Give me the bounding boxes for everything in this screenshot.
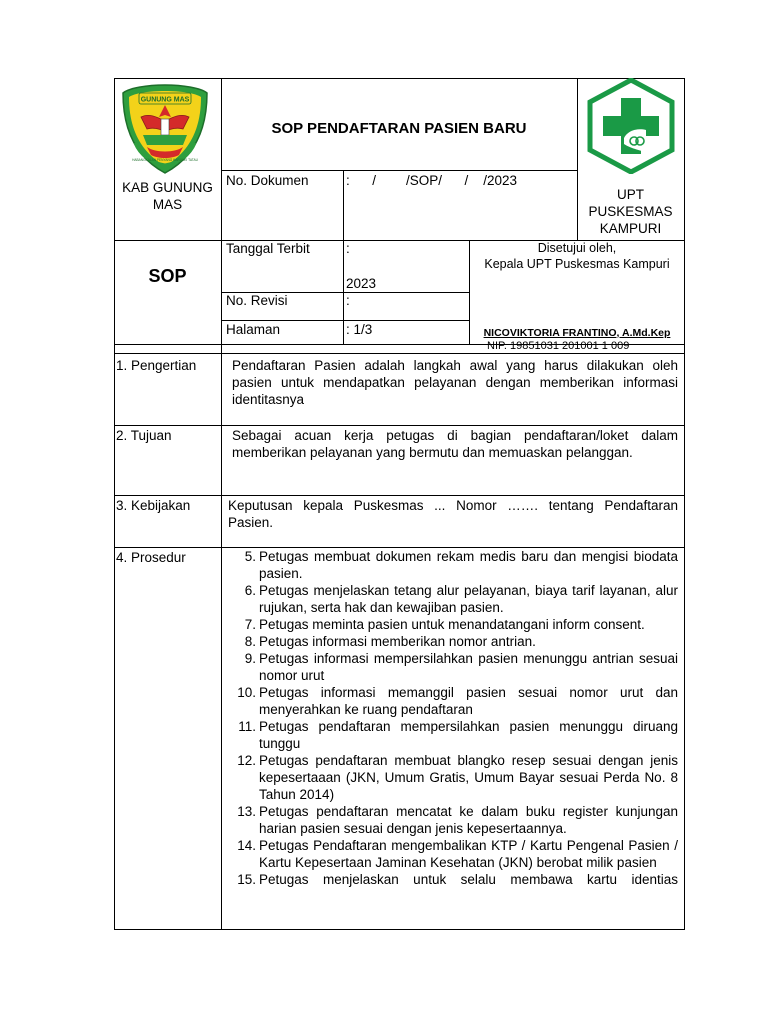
approver-nip: NIP. 19851031 201001 1 009: [487, 340, 630, 352]
page-label: Halaman: [226, 322, 281, 337]
procedure-step: [226, 718, 678, 752]
procedure-step-number: 13.: [237, 804, 256, 819]
procedure-step-text: Petugas Pendaftaran mengembalikan KTP / Kartu Pengenal Pasien / Kartu Kepesertaan Jaminan Kesehatan (JKN) berobat milik pasien: [259, 838, 678, 870]
procedure-step-number: 8.: [244, 634, 256, 649]
procedure-step-number: 6.: [244, 583, 256, 598]
section-label-prosedur: 4. Prosedur: [116, 550, 186, 565]
svg-text:HABANGKALAN PENYANG KARUHEI TA: HABANGKALAN PENYANG KARUHEI TATAU: [132, 158, 198, 162]
procedure-step-number: 14.: [237, 838, 256, 853]
procedure-step-text: Petugas membuat dokumen rekam medis baru dan mengisi biodata pasien.: [259, 549, 678, 581]
region-name: KAB GUNUNG MAS: [122, 180, 213, 212]
section-text-kebijakan: Keputusan kepala Puskesmas ... Nomor ……. tentang Pendaftaran Pasien.: [228, 498, 678, 530]
clinic-name: UPT PUSKESMAS KAMPURI: [588, 187, 673, 236]
procedure-step: [226, 650, 678, 684]
section-label-tujuan: 2. Tujuan: [116, 428, 172, 443]
issue-date-label: Tanggal Terbit: [226, 241, 310, 256]
emblem-text: GUNUNG MAS: [140, 96, 190, 104]
procedure-step-text: Petugas menjelaskan untuk selalu membawa kartu identias: [259, 872, 678, 887]
procedure-step: [226, 548, 678, 582]
procedure-step: [226, 616, 678, 633]
page-value: : 1/3: [346, 322, 373, 337]
procedure-step-number: 7.: [244, 617, 256, 632]
procedure-step-number: 12.: [237, 753, 256, 768]
procedure-step-number: 10.: [237, 685, 256, 700]
procedure-step-number: 5.: [244, 549, 256, 564]
procedure-step-text: Petugas informasi mempersilahkan pasien menunggu antrian sesuai nomor urut: [259, 651, 678, 683]
procedure-step-text: Petugas informasi memanggil pasien sesuai nomor urut dan menyerahkan ke ruang pendaftaran: [259, 685, 678, 717]
revision-value: :: [346, 293, 350, 308]
procedure-step: [226, 752, 678, 803]
issue-date-colon: :: [346, 241, 350, 256]
approver-title: Kepala UPT Puskesmas Kampuri: [484, 257, 670, 271]
puskesmas-logo-icon: [584, 78, 678, 174]
section-label-kebijakan: 3. Kebijakan: [116, 498, 191, 513]
procedure-step: [226, 633, 678, 650]
procedure-step: [226, 871, 678, 888]
procedure-step-text: Petugas meminta pasien untuk menandatangani inform consent.: [259, 617, 645, 632]
procedure-step-text: Petugas pendaftaran mempersilahkan pasien menunggu diruang tunggu: [259, 719, 678, 751]
procedure-step: [226, 684, 678, 718]
approved-by: Disetujui oleh,: [537, 241, 617, 255]
procedure-step-number: 11.: [238, 719, 256, 734]
procedure-step-text: Petugas pendaftaran mencatat ke dalam buku register kunjungan harian pasien sesuai dengan jenis kepesertaannya.: [259, 804, 678, 836]
procedure-step: [226, 582, 678, 616]
procedure-step-text: Petugas pendaftaran membuat blangko resep sesuai dengan jenis kepesertaaan (JKN, Umum Gratis, Umum Bayar sesuai Perda No. 8 Tahun 2014): [259, 753, 678, 802]
section-text-pengertian: Pendaftaran Pasien adalah langkah awal yang harus dilakukan oleh pasien untuk mendapatkan pelayanan dengan memberikan informasi identitasnya: [232, 358, 678, 407]
approver-signature-name: NICOVIKTORIA FRANTINO, A.Md.Kep: [483, 327, 671, 339]
doc-number-label: No. Dokumen: [226, 173, 309, 188]
revision-label: No. Revisi: [226, 293, 288, 308]
doc-number-value: : / /SOP/ / /2023: [346, 173, 518, 188]
procedure-step: [226, 837, 678, 871]
regency-emblem-icon: [121, 83, 209, 175]
procedure-step-number: 15.: [237, 872, 256, 887]
procedure-step-number: 9.: [244, 651, 256, 666]
procedure-step: [226, 803, 678, 837]
procedure-step-text: Petugas menjelaskan tetang alur pelayanan, biaya tarif layanan, alur rujukan, serta hak dan kewajiban pasien.: [259, 583, 678, 615]
section-text-tujuan: Sebagai acuan kerja petugas di bagian pendaftaran/loket dalam memberikan pelayanan yang bermutu dan memuaskan pelanggan.: [232, 428, 678, 460]
procedure-list: [226, 548, 678, 888]
section-label-pengertian: 1. Pengertian: [116, 358, 197, 373]
sop-label: SOP: [148, 266, 187, 286]
issue-date-year: 2023: [346, 276, 377, 291]
procedure-step-text: Petugas informasi memberikan nomor antrian.: [259, 634, 536, 649]
document-title: SOP PENDAFTARAN PASIEN BARU: [271, 120, 527, 137]
